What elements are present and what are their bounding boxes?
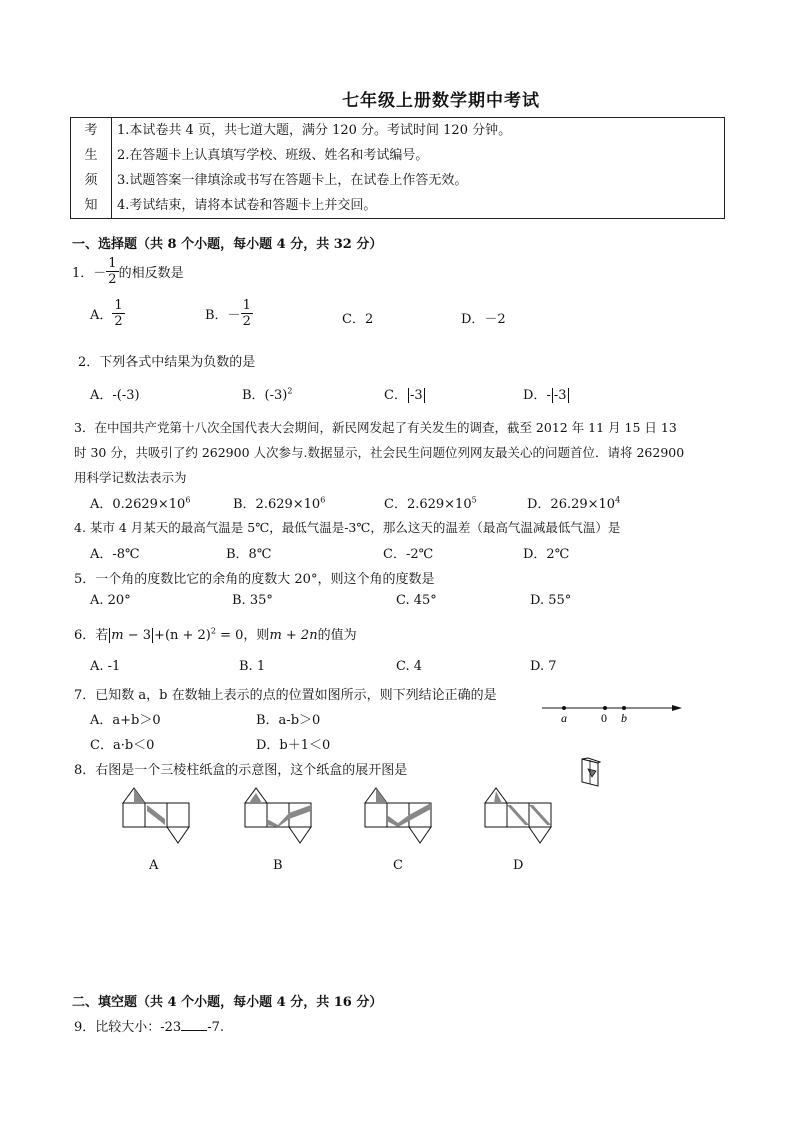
label-zero: 0 [601, 711, 607, 725]
q3-line-3: 用科学记数法表示为 [74, 470, 187, 485]
q7-option-a: A．a+b＞0 [90, 713, 161, 728]
q7-option-b: B．a-b＞0 [256, 713, 321, 728]
q3-line-1: 3．在中国共产党第十八次全国代表大会期间，新民网发起了有关发生的调查，截至 2012 年 11 月 15 日 13 [74, 420, 677, 435]
net-label-b: B [273, 858, 283, 873]
exponent: 6 [320, 495, 326, 505]
q6-option-b: B. 1 [239, 659, 266, 674]
frac-num: 1 [114, 298, 123, 313]
net-option-d [482, 785, 557, 850]
net-option-b [242, 785, 317, 850]
frac-den: 2 [114, 314, 123, 329]
notice-item: 3.试题答案一律填涂或书写在答题卡上，在试卷上作答无效。 [117, 173, 468, 188]
var-m: m [111, 628, 124, 643]
q4-option-d: D．2℃ [523, 547, 570, 562]
q9-suffix: -7. [207, 1020, 225, 1035]
notice-side [71, 118, 112, 219]
q7-option-d: D．b＋1＜0 [256, 738, 331, 753]
notice-side-char: 知 [84, 198, 98, 213]
q6-suffix: 的值为 [317, 628, 357, 643]
expr-part: +(n + 2) [154, 628, 211, 643]
option-text: B．2.629×10 [233, 497, 321, 512]
option-label: B．－ [205, 308, 241, 323]
expr-part: = 0 [215, 628, 244, 643]
q3-option-c [384, 493, 477, 512]
q4-option-a: A．-8℃ [90, 547, 140, 562]
option-label: D． [523, 388, 547, 403]
question-5: 5．一个角的度数比它的余角的度数大 20°，则这个角的度数是 [74, 572, 435, 587]
prism-illustration [578, 755, 604, 789]
q3-line-2: 时 30 分，共吸引了约 262900 人次参与.数据显示，社会民生问题位列网友最关心的问题首位．请将 262900 [74, 445, 685, 460]
notice-body [112, 118, 725, 219]
question-8: 8．右图是一个三棱柱纸盒的示意图，这个纸盒的展开图是 [74, 763, 408, 778]
notice-side-char: 须 [84, 173, 98, 188]
frac-num: 1 [108, 256, 117, 271]
expr-part: − 3 [123, 628, 152, 643]
q5-option-a: A. 20° [90, 593, 131, 608]
q6-option-d: D. 7 [530, 659, 557, 674]
page-title: 七年级上册数学期中考试 [342, 91, 540, 111]
question-4: 4. 某市 4 月某天的最高气温是 5℃，最低气温是-3℃，那么这天的温差（最高气温减最低气温）是 [74, 520, 621, 535]
frac-den: 2 [242, 314, 251, 329]
notice-table [70, 117, 725, 219]
exponent: 4 [615, 495, 621, 505]
option-text: A．0.2629×10 [90, 497, 186, 512]
q3-option-d [527, 493, 620, 512]
neg-sign: - [546, 388, 551, 403]
net-option-a [120, 785, 195, 850]
section-fill-heading: 二、填空题（共 4 个小题，每小题 4 分，共 16 分） [72, 995, 383, 1010]
point-a [562, 706, 566, 710]
answer-blank[interactable] [181, 1030, 207, 1031]
abs-value: -3 [553, 388, 567, 403]
q3-option-a [90, 493, 190, 512]
question-2: 2．下列各式中结果为负数的是 [78, 355, 256, 370]
point-b [622, 706, 626, 710]
option-fraction [112, 298, 124, 329]
option-text: D．26.29×10 [527, 497, 616, 512]
point-zero [603, 706, 607, 710]
abs-bar [568, 388, 569, 403]
arrow-icon [672, 705, 682, 711]
net-label-d: D [513, 858, 524, 873]
exponent: 2 [210, 626, 216, 636]
notice-side-char: 考 [84, 123, 98, 138]
q9-prefix: 9．比较大小：-23 [74, 1020, 182, 1035]
q5-option-d: D. 55° [530, 593, 572, 608]
question-7: 7．已知数 a，b 在数轴上表示的点的位置如图所示，则下列结论正确的是 [74, 688, 497, 703]
exponent: 5 [471, 495, 477, 505]
net-option-c [362, 785, 440, 850]
option-fraction [241, 298, 253, 329]
q1-option-d: D．－2 [461, 312, 506, 327]
notice-item: 4.考试结束，请将本试卷和答题卡上并交回。 [117, 198, 377, 213]
option-label: C． [384, 388, 407, 403]
abs-bar [408, 388, 409, 403]
expr2: m + 2n [269, 628, 318, 643]
notice-item: 2.在答题卡上认真填写学校、班级、姓名和考试编号。 [117, 148, 429, 163]
exponent: 2 [287, 386, 293, 396]
q2-option-d [523, 384, 570, 403]
label-a: a [561, 711, 567, 725]
q2-option-a: A．-(-3) [90, 388, 140, 403]
q1-neg: － [93, 266, 107, 281]
q5-option-b: B. 35° [232, 593, 273, 608]
q1-option-b [205, 298, 253, 329]
q1-number: 1． [72, 266, 94, 281]
abs-bar [424, 388, 425, 403]
q6-option-a: A. -1 [90, 659, 121, 674]
question-9 [74, 1016, 224, 1035]
section-choice-heading: 一、选择题（共 8 个小题，每小题 4 分，共 32 分） [72, 237, 383, 252]
abs-value: -3 [409, 388, 423, 403]
number-line [540, 698, 685, 728]
abs-bar [152, 628, 153, 643]
q6-prefix: 6．若 [74, 628, 109, 643]
notice-side-char: 生 [84, 148, 98, 163]
q7-option-c: C．a·b＜0 [90, 738, 155, 753]
option-text: B．(-3) [242, 388, 288, 403]
net-label-c: C [393, 858, 403, 873]
q6-option-c: C. 4 [396, 659, 423, 674]
abs-bar [552, 388, 553, 403]
q6-mid: ，则 [243, 628, 270, 643]
q3-option-b [233, 493, 325, 512]
q5-option-c: C. 45° [396, 593, 437, 608]
q2-option-b [242, 384, 292, 403]
frac-den: 2 [108, 272, 117, 287]
q1-fraction [106, 256, 118, 287]
q1-option-c: C．2 [342, 312, 374, 327]
notice-item: 1.本试卷共 4 页，共七道大题，满分 120 分。考试时间 120 分钟。 [117, 123, 512, 138]
question-6 [74, 624, 357, 643]
q1-text: 的相反数是 [118, 266, 184, 281]
q1-option-a [90, 298, 125, 329]
question-1 [72, 256, 184, 287]
q4-option-c: C．-2℃ [383, 547, 434, 562]
option-text: C．2.629×10 [384, 497, 472, 512]
q4-option-b: B．8℃ [226, 547, 272, 562]
label-b: b [621, 711, 627, 725]
frac-num: 1 [242, 298, 251, 313]
q2-option-c [384, 384, 426, 403]
option-label: A． [90, 308, 113, 323]
net-label-a: A [149, 858, 159, 873]
exponent: 6 [185, 495, 191, 505]
